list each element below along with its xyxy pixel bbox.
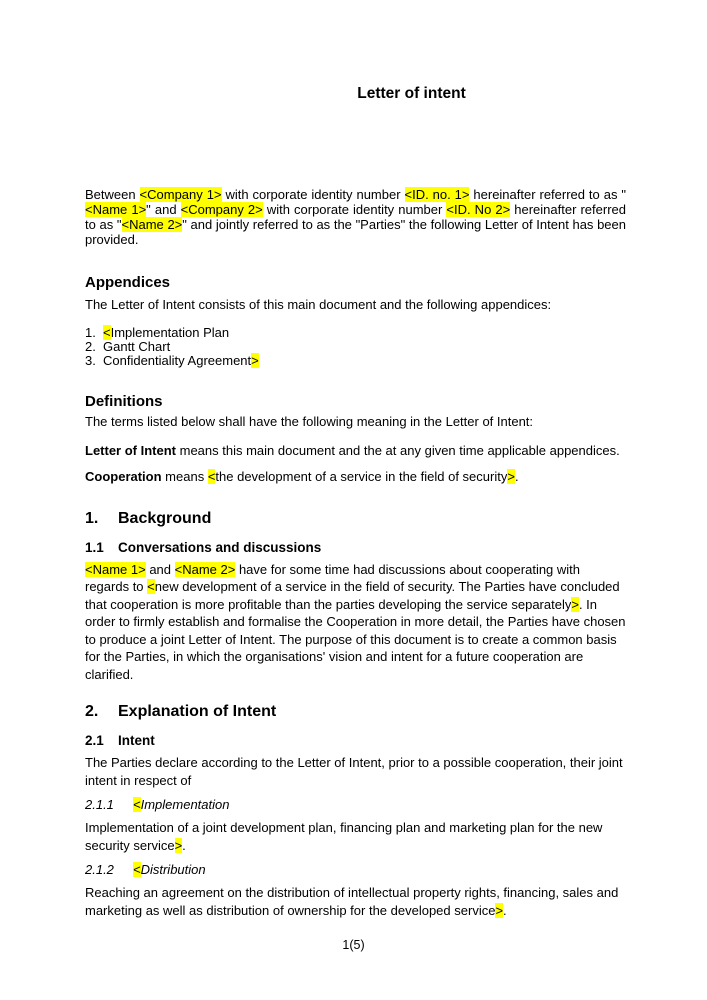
definition-cooperation: Cooperation means <the development of a service in the field of security>. bbox=[85, 468, 519, 484]
section-title: Background bbox=[118, 509, 212, 527]
list-item bbox=[85, 326, 626, 340]
section-title: Intent bbox=[118, 733, 155, 749]
section-number: 2.1.1 bbox=[85, 797, 114, 813]
section-title: Conversations and discussions bbox=[118, 539, 322, 555]
definition-letter-of-intent: Letter of Intent means this main document and the at any given time applicable appendices. bbox=[85, 442, 620, 458]
section-2-1-2-heading bbox=[85, 862, 626, 878]
list-item-number: 2. bbox=[85, 338, 96, 354]
section-title: <Distribution bbox=[133, 862, 206, 878]
appendices-lead: The Letter of Intent consists of this main document and the following appendices: bbox=[85, 297, 552, 312]
section-number: 2. bbox=[85, 703, 99, 721]
page-number: 1(5) bbox=[342, 938, 365, 952]
definitions-lead: The terms listed below shall have the following meaning in the Letter of Intent: bbox=[85, 414, 534, 430]
section-title: Explanation of Intent bbox=[118, 703, 277, 721]
list-item bbox=[85, 354, 626, 368]
list-item bbox=[85, 340, 626, 354]
list-item-number: 3. bbox=[85, 353, 96, 369]
section-2-heading bbox=[85, 702, 626, 721]
appendices-list bbox=[85, 326, 626, 369]
list-item-text: <Implementation Plan bbox=[103, 324, 230, 340]
section-2-1-1-paragraph: Implementation of a joint development plan, financing plan and marketing plan for the new security service>. bbox=[85, 820, 603, 853]
section-title: <Implementation bbox=[133, 797, 230, 813]
section-number: 2.1.2 bbox=[85, 862, 114, 878]
document-content bbox=[85, 0, 626, 919]
intro-paragraph: Between <Company 1> with corporate identity number <ID. no. 1> hereinafter referred to as "<Name 1>" and <Company 2> with corporate identity number <ID. No 2> hereinafter referred to as "<Name 2>" and jointly referred to as the "Parties" the following Letter of Intent has been provided. bbox=[85, 187, 627, 247]
section-2-1-heading bbox=[85, 733, 626, 749]
section-2-1-paragraph: The Parties declare according to the Letter of Intent, prior to a possible cooperation, their joint intent in respect of bbox=[85, 755, 623, 788]
section-1-1-paragraph: <Name 1> and <Name 2> have for some time had discussions about cooperating with regards to <new development of a service in the field of security. The Parties have concluded that cooperation is more profitable than the parties developing the service separately>. In order to firmly establish and formalise the Cooperation in more detail, the Parties have chosen to produce a joint Letter of Intent. The purpose of this document is to create a common basis for the Parties, in which the organisations' vision and intent for a future cooperation are clarified. bbox=[85, 561, 626, 682]
definitions-heading: Definitions bbox=[85, 393, 163, 411]
list-item-text: Confidentiality Agreement> bbox=[103, 353, 259, 369]
appendices-heading: Appendices bbox=[85, 274, 171, 291]
list-item-text: Gantt Chart bbox=[103, 338, 171, 354]
section-1-1-heading bbox=[85, 540, 626, 556]
list-item-number: 1. bbox=[85, 324, 96, 340]
section-2-1-2-paragraph: Reaching an agreement on the distribution of intellectual property rights, financing, sales and marketing as well as distribution of ownership for the developed service>. bbox=[85, 885, 619, 918]
section-number: 2.1 bbox=[85, 733, 104, 749]
section-1-heading bbox=[85, 509, 626, 528]
section-number: 1.1 bbox=[85, 539, 104, 555]
section-2-1-1-heading bbox=[85, 797, 626, 813]
document-title: Letter of intent bbox=[357, 85, 466, 102]
section-number: 1. bbox=[85, 509, 99, 527]
